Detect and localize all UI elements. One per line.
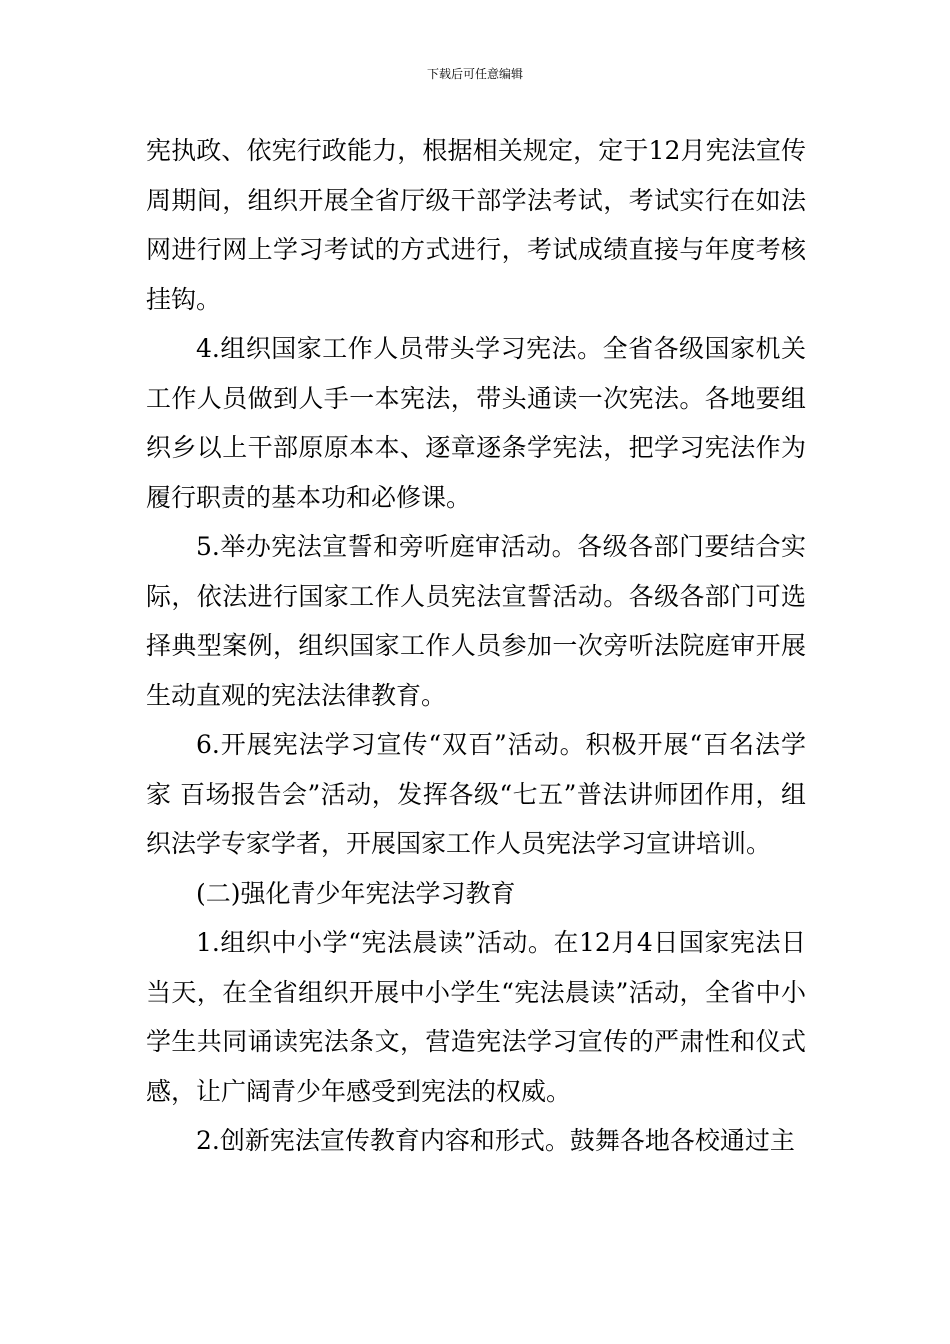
page-header: 下载后可任意编辑 <box>426 67 523 81</box>
paragraph-6: 2.创新宪法宣传教育内容和形式。鼓舞各地各校通过主 <box>196 1126 795 1155</box>
paragraph-2: 4.组织国家工作人员带头学习宪法。全省各级国家机关工作人员做到人手一本宪法，带头通读一次宪法。各地要组织乡以上干部原原本本、逐章逐条学宪法，把学习宪法作为履行职责的基本功和必修课。 <box>146 334 806 512</box>
paragraph-4: 6.开展宪法学习宣传“双百”活动。积极开展“百名法学家 百场报告会”活动，发挥各级“七五”普法讲师团作用，组织法学专家学者，开展国家工作人员宪法学习宣讲培训。 <box>146 730 806 858</box>
paragraph-1: 宪执政、依宪行政能力，根据相关规定，定于12月宪法宣传周期间，组织开展全省厅级干部学法考试，考试实行在如法网进行网上学习考试的方式进行，考试成绩直接与年度考核挂钩。 <box>146 136 806 314</box>
document-body <box>146 126 806 1166</box>
paragraph-5: 1.组织中小学“宪法晨读”活动。在12月4日国家宪法日当天，在全省组织开展中小学生“宪法晨读”活动，全省中小学生共同诵读宪法条文，营造宪法学习宣传的严肃性和仪式感，让广阔青少年感受到宪法的权威。 <box>146 928 806 1106</box>
paragraph-3: 5.举办宪法宣誓和旁听庭审活动。各级各部门要结合实际，依法进行国家工作人员宪法宣誓活动。各级各部门可选择典型案例，组织国家工作人员参加一次旁听法院庭审开展生动直观的宪法法律教育。 <box>146 532 806 710</box>
section-heading: (二)强化青少年宪法学习教育 <box>196 878 516 908</box>
